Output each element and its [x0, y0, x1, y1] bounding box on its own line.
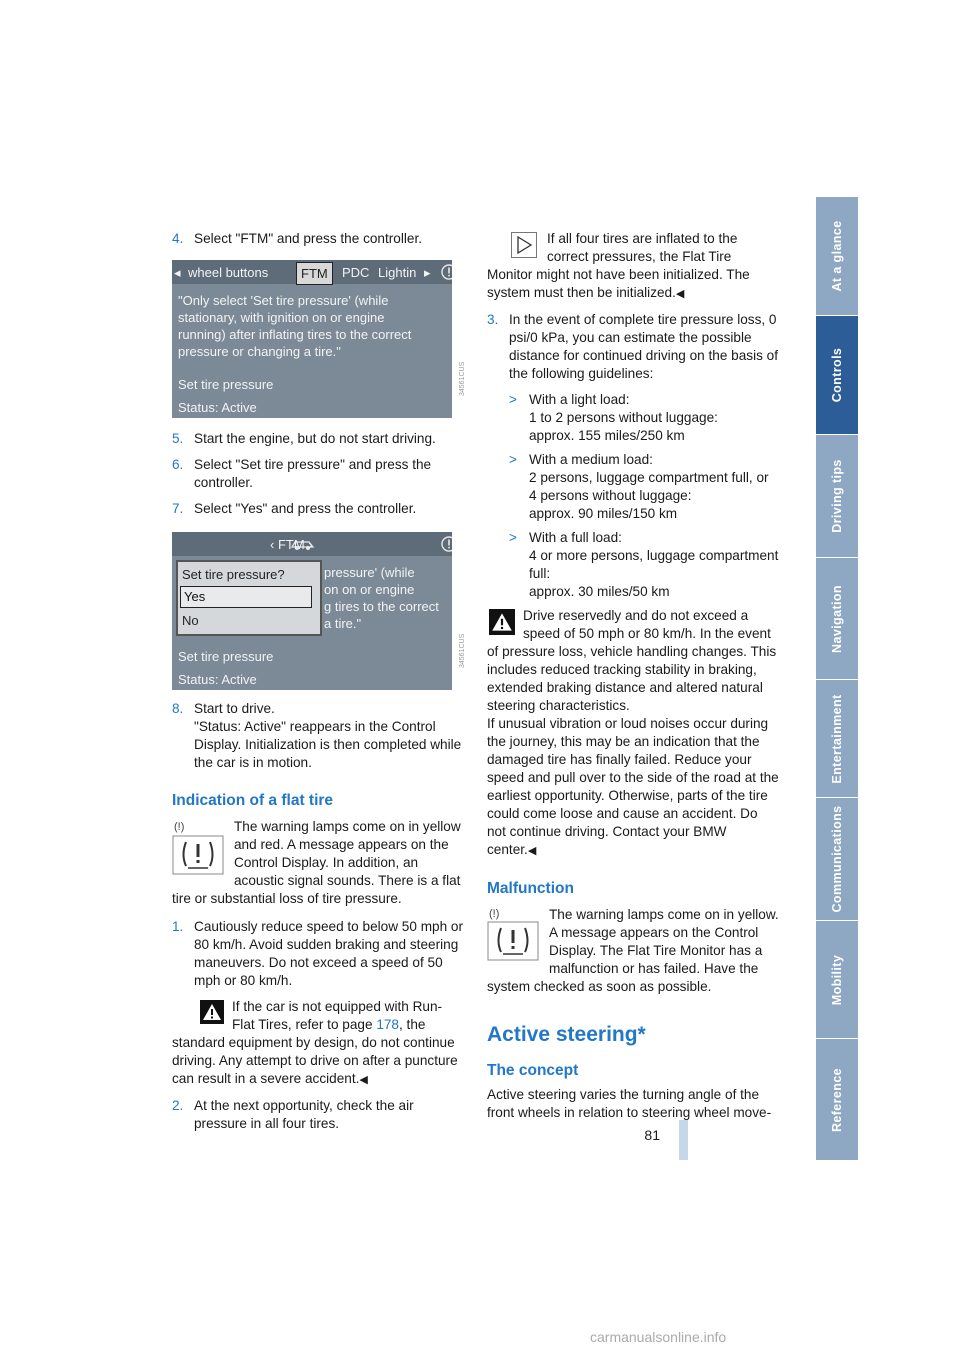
svg-text:(!): (!) [174, 821, 185, 833]
sidebar-tab-controls[interactable]: Controls [816, 316, 858, 435]
step-text: Start to drive. [194, 701, 275, 716]
warning-text: If unusual vibration or loud noises occur during the journey, this may be an indication that the damaged tire has finally failed. Reduce your speed and pull over to the side of the road at the earliest opportunity. Otherwise, parts of the tire could come loose and cause an accident. Do not continue driving. Contact your BMW center. [487, 716, 779, 857]
set-tire-pressure-screenshot [172, 532, 464, 690]
section-heading-malfunction: Malfunction [487, 880, 574, 897]
step-text: Select "FTM" and press the controller. [194, 231, 423, 246]
drive-reservedly-warning [487, 607, 779, 860]
svg-text:(!): (!) [489, 908, 500, 920]
step-number: 2. [172, 1098, 184, 1113]
screen-status: Status: Active [178, 400, 257, 415]
flat-tire-text: The warning lamps come on in yellow and red. A message appears on the Control Display. In addition, an acoustic signal sounds. There is a flat tire or substantial loss of tire pressure. [172, 819, 461, 906]
step-8 [172, 700, 464, 772]
guideline-light-load: > With a light load: 1 to 2 persons without luggage: approx. 155 miles/250 km [509, 392, 718, 443]
initialization-note [487, 230, 779, 303]
end-mark-icon: ◀ [675, 288, 685, 300]
screen-tab-pdc: PDC [342, 265, 370, 280]
step-number: 3. [487, 312, 499, 327]
sidebar-tab-entertainment[interactable]: Entertainment [816, 680, 858, 798]
screen-text-line: pressure or changing a tire." [178, 344, 341, 359]
screen-item-set-tire-pressure: Set tire pressure [178, 649, 274, 664]
sidebar-tab-reference[interactable]: Reference [816, 1039, 858, 1161]
note-text: If all four tires are inflated to the correct pressures, the Flat Tire Monitor might not have been initialized. The system must then be initialized. [487, 231, 750, 300]
screen-header-ftm: ‹ FTM › [270, 537, 313, 552]
menu-title: Set tire pressure? [182, 567, 285, 582]
screen-status: Status: Active [178, 672, 257, 687]
step-text: Select "Set tire pressure" and press the controller. [194, 457, 432, 490]
tire-malfunction-icon [487, 906, 539, 962]
sidebar-tab-communications[interactable]: Communications [816, 798, 858, 921]
step-text: Cautiously reduce speed to below 50 mph or 80 km/h. Avoid sudden braking and steering maneuvers. Do not exceed a speed of 50 mph or 80 km/h. [194, 919, 464, 988]
end-mark-icon: ◀ [527, 845, 537, 857]
screen-text-line: pressure' (while [324, 565, 415, 580]
screen-text-line: g tires to the correct [324, 599, 439, 614]
step-text: "Status: Active" reappears in the Control Display. Initialization is then completed while the car is in motion. [194, 719, 462, 770]
sidebar-tab-at-a-glance[interactable]: At a glance [816, 197, 858, 316]
menu-option-yes: Yes [180, 586, 312, 608]
bullet-marker: > [509, 392, 517, 407]
run-flat-warning [172, 998, 464, 1089]
nav-right-icon: ▸ [424, 265, 431, 280]
warning-triangle-icon [200, 1000, 224, 1024]
page-number: 81 [644, 1127, 660, 1143]
confirm-menu [176, 560, 322, 636]
screen-text-line: on on or engine [324, 582, 415, 597]
screen-tab-wheel-buttons: wheel buttons [188, 265, 269, 280]
malfunction-indication [487, 906, 779, 996]
malfunction-text: The warning lamps come on in yellow. A message appears on the Control Display. The Flat Tire Monitor has a malfunction or has failed. Have the system checked as soon as possible. [487, 907, 779, 994]
screen-text-line: a tire." [324, 616, 362, 631]
watermark: carmanualsonline.info [590, 1329, 727, 1345]
image-code: 34561CUS [452, 260, 464, 418]
step-2 [172, 1097, 464, 1133]
step-text: At the next opportunity, check the air pressure in all four tires. [194, 1098, 414, 1131]
step-4 [172, 230, 464, 248]
guideline-full-load: > With a full load: 4 or more persons, luggage compartment full: approx. 30 miles/50 km [509, 530, 779, 599]
guideline-medium-load: > With a medium load: 2 persons, luggage compartment full, or 4 persons without luggage: approx. 90 miles/150 km [509, 452, 769, 521]
sidebar-tab-mobility[interactable]: Mobility [816, 921, 858, 1039]
section-heading-concept: The concept [487, 1062, 579, 1079]
step-3 [487, 311, 779, 383]
sidebar-tab-navigation[interactable]: Navigation [816, 558, 858, 680]
warning-text: If the car is not equipped with Run-Flat Tires, refer to page [232, 999, 443, 1032]
step-6 [172, 456, 464, 492]
page-marker-bar [679, 1120, 688, 1160]
flat-tire-warning-icon [172, 818, 224, 876]
menu-option-no: No [182, 613, 199, 628]
step-number: 1. [172, 919, 184, 934]
step-1 [172, 918, 464, 990]
screen-item-set-tire-pressure: Set tire pressure [178, 377, 274, 392]
chapter-sidebar [816, 197, 858, 1160]
section-heading-active-steering: Active steering* [487, 1023, 646, 1046]
step-number: 4. [172, 231, 184, 246]
step-text: Select "Yes" and press the controller. [194, 501, 417, 516]
warning-text: , the standard equipment by design, do not continue driving. Any attempt to drive on after a puncture can result in a severe accident. [172, 1017, 458, 1086]
step-number: 8. [172, 701, 184, 716]
step-text: Start the engine, but do not start driving. [194, 431, 436, 446]
screen-tab-ftm: FTM [296, 262, 333, 285]
image-code: 34561CUS [452, 532, 464, 690]
warning-text: Drive reservedly and do not exceed a speed of 50 mph or 80 km/h. In the event of pressure loss, vehicle handling changes. This includes reduced tracking stability in braking, extended braking distance and altered natural steering characteristics. [487, 608, 777, 713]
step-number: 5. [172, 431, 184, 446]
nav-left-icon: ◂ [174, 265, 181, 280]
page-link-178[interactable]: 178 [376, 1017, 399, 1032]
step-number: 6. [172, 457, 184, 472]
note-triangle-icon [511, 232, 537, 258]
flat-tire-indication [172, 818, 464, 908]
screen-text-line: stationary, with ignition on or engine [178, 310, 385, 325]
section-heading-flat-tire: Indication of a flat tire [172, 792, 334, 809]
right-column [487, 230, 779, 1122]
screen-text-line: running) after inflating tires to the correct [178, 327, 412, 342]
step-7 [172, 500, 464, 518]
bullet-marker: > [509, 530, 517, 545]
screen-text-line: "Only select 'Set tire pressure' (while [178, 293, 389, 308]
screen-tab-lighting: Lightin [378, 265, 417, 280]
end-mark-icon: ◀ [359, 1074, 368, 1086]
warning-triangle-icon [489, 609, 515, 635]
step-text: In the event of complete tire pressure loss, 0 psi/0 kPa, you can estimate the possible distance for continued driving on the basis of the following guidelines: [509, 312, 779, 381]
ftm-screenshot [172, 260, 464, 418]
step-number: 7. [172, 501, 184, 516]
sidebar-tab-driving-tips[interactable]: Driving tips [816, 435, 858, 558]
step-5 [172, 430, 464, 448]
concept-text: Active steering varies the turning angle of the front wheels in relation to steering wheel move- [487, 1087, 772, 1120]
bullet-marker: > [509, 452, 517, 467]
left-column [172, 230, 464, 1141]
screen-header [172, 532, 464, 556]
